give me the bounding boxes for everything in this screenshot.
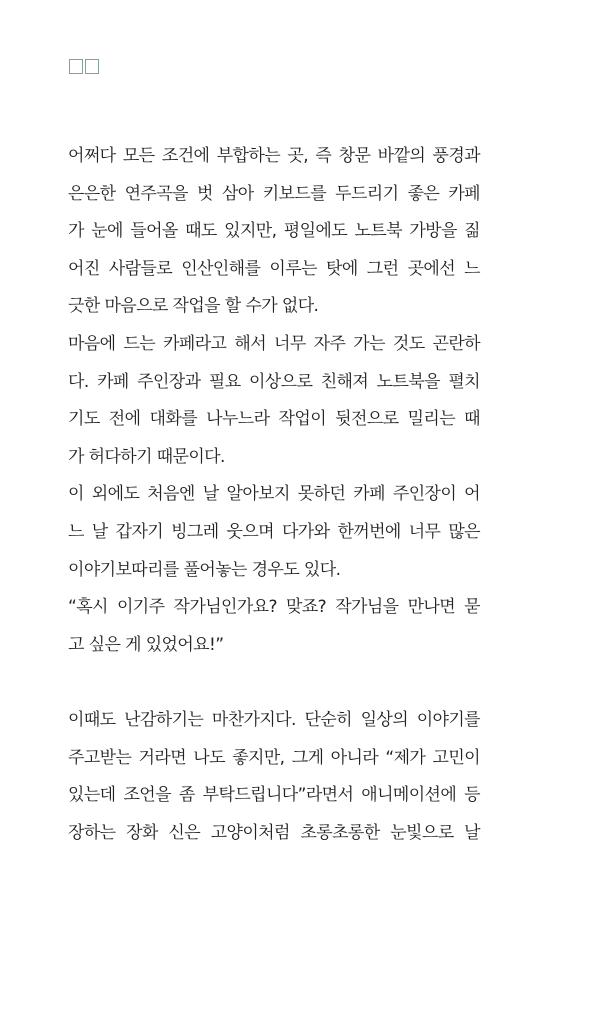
- paragraph: [68, 702, 480, 852]
- paragraph: [68, 476, 480, 589]
- text-line: 가 허다하기 때문이다.: [68, 446, 225, 467]
- text-line: 어쩌다 모든 조건에 부합하는 곳, 즉 창문 바깥의 풍경과: [68, 146, 480, 166]
- body-text: [68, 138, 480, 852]
- paragraph: [68, 138, 480, 326]
- text-line: 긋한 마음으로 작업을 할 수가 없다.: [68, 296, 319, 317]
- square-mark-icon: [69, 59, 83, 74]
- text-line: 이 외에도 처음엔 날 알아보지 못하던 카페 주인장이 어: [68, 484, 480, 505]
- text-line: 다. 카페 주인장과 필요 이상으로 친해져 노트북을 펼치: [68, 371, 480, 392]
- text-line: 은은한 연주곡을 벗 삼아 키보드를 두드리기 좋은 카페: [68, 183, 480, 204]
- text-line: 이야기보따리를 풀어놓는 경우도 있다.: [68, 559, 341, 580]
- paragraph-gap: [68, 664, 480, 702]
- square-mark-icon: [85, 59, 99, 74]
- chapter-marks: [69, 59, 99, 74]
- quote-paragraph: [68, 589, 480, 664]
- text-line: 마음에 드는 카페라고 해서 너무 자주 가는 것도 곤란하: [68, 333, 480, 354]
- text-line: 주고받는 거라면 나도 좋지만, 그게 아니라 “제가 고민이: [68, 747, 480, 768]
- text-line: 이때도 난감하기는 마찬가지다. 단순히 일상의 이야기를: [68, 709, 480, 730]
- text-line: 있는데 조언을 좀 부탁드립니다”라면서 애니메이션에 등: [68, 785, 480, 806]
- text-line: 어진 사람들로 인산인해를 이루는 탓에 그런 곳에선 느: [68, 258, 480, 279]
- text-line: 장하는 장화 신은 고양이처럼 초롱초롱한 눈빛으로 날: [68, 822, 480, 843]
- text-line: 기도 전에 대화를 나누느라 작업이 뒷전으로 밀리는 때: [68, 409, 480, 430]
- paragraph: [68, 326, 480, 476]
- text-line: 고 싶은 게 있었어요!”: [68, 634, 224, 655]
- text-line: 느 날 갑자기 빙그레 웃으며 다가와 한꺼번에 너무 많은: [68, 521, 480, 542]
- text-line: 가 눈에 들어올 때도 있지만, 평일에도 노트북 가방을 짊: [68, 221, 480, 242]
- text-line: “혹시 이기주 작가님인가요? 맞죠? 작가님을 만나면 묻: [68, 597, 480, 618]
